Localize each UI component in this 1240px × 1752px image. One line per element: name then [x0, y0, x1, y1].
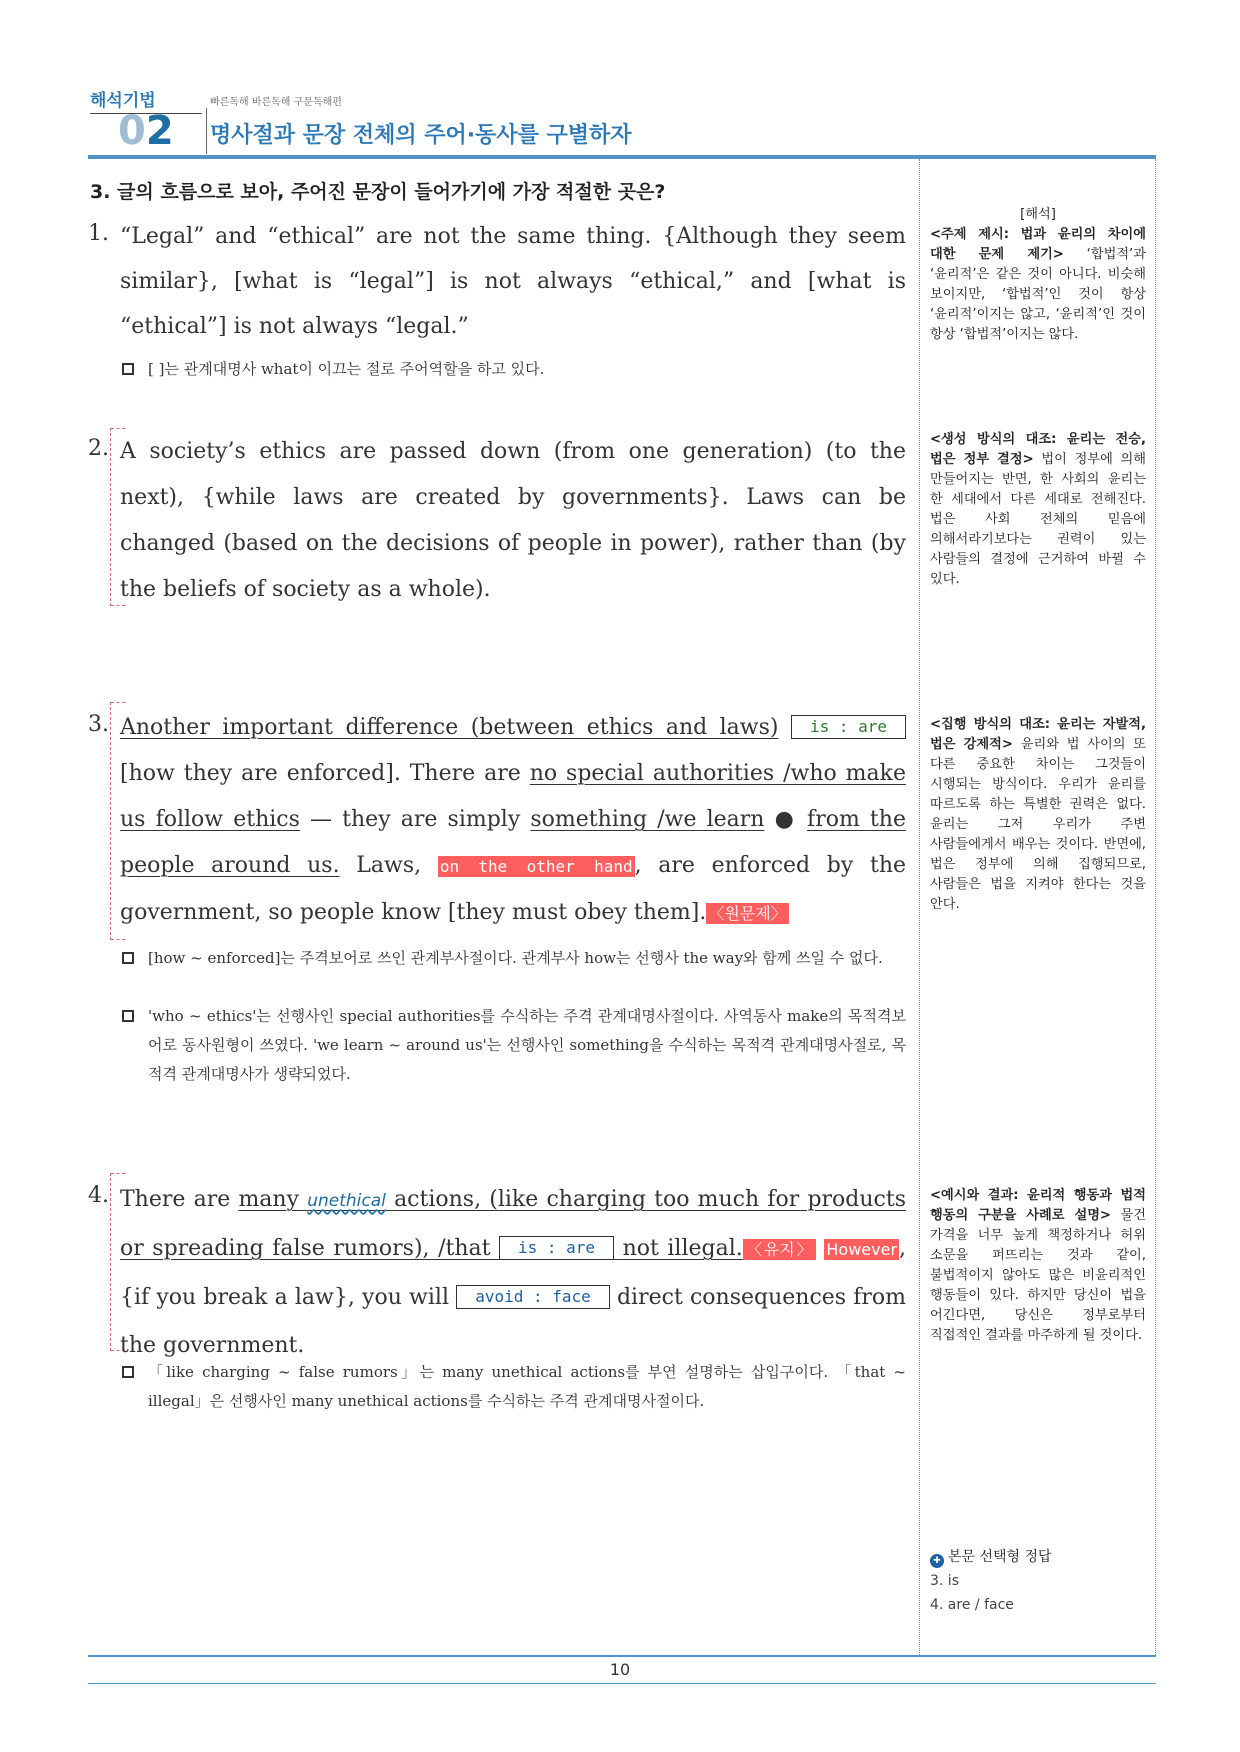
p3-underline-3: something /we learn [530, 807, 765, 832]
p3-source-tag: 〈원문제〉 [708, 904, 787, 923]
checkbox-icon [122, 952, 134, 964]
side-translation-3 [930, 715, 1146, 915]
paragraph-2-number: 2. [88, 436, 109, 461]
side-heading-2: <생성 방식의 대조: 윤리는 전승, 법은 정부 결정> [930, 432, 1146, 467]
answer-box [930, 1545, 1146, 1617]
paragraph-3-number: 3. [88, 712, 109, 737]
note-text: [how ~ enforced]는 주격보어로 쓰인 관계부사절이다. 관계부사 how는 선행사 the way와 함께 쓰일 수 없다. [148, 949, 883, 967]
side-text-2: 법이 정부에 의해 만들어지는 반면, 한 사회의 윤리는 한 세대에서 다른 세대로 전해진다. 법은 사회 전체의 믿음에 의해서라기보다는 권력이 있는 사람들의 결정에 근거하여 바뀔 수 있다. [930, 452, 1146, 587]
p3-choice-box: is : are [791, 715, 906, 739]
p3-underline-2: no special authorities /who make us follow ethics [120, 761, 906, 832]
side-translation-2 [930, 430, 1146, 590]
paragraph-2: A society’s ethics are passed down (from one generation) (to the next), {while laws are created by governments}. Laws can be changed (based on the decisions of people in power), rather than (by the beliefs of society as a whole). [120, 439, 906, 602]
paragraph-1: “Legal” and “ethical” are not the same thing. {Although they seem similar}, [what is “legal”] is not always “ethical,” and [what is “ethical”] is not always “legal.” [120, 224, 906, 339]
checkbox-icon [122, 1366, 134, 1378]
p4-choice-box-1: is : are [499, 1236, 614, 1260]
side-translation-4 [930, 1186, 1146, 1346]
paragraph-3-note-1 [122, 944, 906, 973]
p4-underline-1c: not illegal. [622, 1236, 743, 1261]
paragraph-1-number: 1. [88, 221, 109, 246]
p3-text-3: — they are simply [310, 807, 521, 832]
side-text-3: 윤리와 법 사이의 또 다른 중요한 차이는 그것들이 시행되는 방식이다. 우리가 윤리를 따르도록 하는 특별한 권력은 없다. 윤리는 그저 우리가 주변 사람들에게서 배우는 것이다. 반면에, 법은 정부에 의해 집행되므로, 사람들은 법을 지켜야 한다는 것을 안다. [930, 737, 1146, 912]
footer-rule-top [88, 1655, 1156, 1657]
p4-however-highlight: However [826, 1240, 898, 1259]
p3-highlight: on the other hand [439, 857, 633, 876]
p4-underline-1a: many [238, 1187, 300, 1212]
paragraph-4 [120, 1176, 906, 1370]
p4-text-3: direct consequences from the government. [120, 1285, 907, 1358]
answer-2: 4. are / face [930, 1597, 1014, 1613]
chapter-number-two: 2 [145, 108, 174, 154]
note-text: 'who ~ ethics'는 선행사인 special authorities를 수식하는 주격 관계대명사절이다. 사역동사 make의 목적격보어로 동사원형이 쓰였다. 'we learn ~ around us'는 선행사인 something을 수식하는 목적격 관계대명사절로, 목적격 관계대명사가 생략되었다. [148, 1007, 906, 1083]
header-divider [206, 108, 207, 154]
p4-text-2: , {if you break a law}, you will [120, 1236, 907, 1310]
answer-heading-row [930, 1545, 1146, 1569]
note-text: 「like charging ~ false rumors」는 many unethical actions를 부연 설명하는 삽입구이다. 「that ~ illegal」은 선행사인 many unethical actions를 수식하는 주격 관계대명사절이다. [148, 1363, 906, 1410]
paragraph-4-number: 4. [88, 1183, 109, 1208]
side-text-1: ‘합법적’과 ‘윤리적’은 같은 것이 아니다. 비슷해 보이지만, ‘합법적’인 것이 항상 ‘윤리적’이지는 않고, ‘윤리적’인 것이 항상 ‘합법적’이지는 않다. [930, 247, 1146, 342]
note-text: [ ]는 관계대명사 what이 이끄는 절로 주어역할을 하고 있다. [148, 360, 545, 378]
checkbox-icon [122, 1010, 134, 1022]
p3-text-4: Laws, [356, 853, 422, 878]
page-number: 10 [609, 1660, 631, 1679]
side-title: [해석] [1020, 207, 1056, 222]
side-text-4: 물건 가격을 너무 높게 책정하거나 허위 소문을 퍼뜨리는 것과 같이, 불법적이지 않아도 많은 비윤리적인 행동들이 있다. 하지만 당신이 법을 어긴다면, 당신은 정부로부터 직접적인 결과를 마주하게 될 것이다. [930, 1208, 1146, 1343]
chapter-tag: 해석기법 [90, 86, 202, 114]
p3-text-2: [how they are enforced]. There are [120, 761, 521, 786]
side-heading-4: <예시와 결과: 윤리적 행동과 법적 행동의 구분을 사례로 설명> [930, 1188, 1146, 1223]
chapter-number-zero: 0 [118, 108, 146, 154]
p4-source-tag: 〈유지〉 [744, 1240, 814, 1259]
p3-text-5: , are enforced by the government, so people know [they must obey them]. [120, 853, 907, 925]
question-title: 3. 글의 흐름으로 보아, 주어진 문장이 들어가기에 가장 적절한 곳은? [90, 181, 666, 203]
p4-squiggle-word: unethical [307, 1191, 386, 1211]
side-heading-1: <주제 제시: 법과 윤리의 차이에 대한 문제 제기> [930, 227, 1146, 262]
side-translation-1 [930, 225, 1146, 345]
chapter-number [118, 108, 174, 154]
p3-omission-dot: ● [774, 807, 797, 832]
p3-subject: Another important difference (between ethics and laws) [120, 715, 779, 740]
paragraph-1-note [122, 355, 906, 384]
answer-heading: 본문 선택형 정답 [948, 1549, 1052, 1565]
checkbox-icon [122, 363, 134, 375]
paragraph-4-note [122, 1358, 906, 1416]
p4-text-1: There are [120, 1187, 231, 1212]
series-subtitle: 빠른독해 바른독해 구문독해편 [210, 97, 342, 108]
answer-1: 3. is [930, 1573, 959, 1589]
paragraph-3 [120, 705, 906, 937]
answer-icon: ✚ [930, 1554, 944, 1568]
p4-underline-1b: actions, (like charging too much for products or spreading false rumors), /that [120, 1187, 906, 1261]
side-heading-3: <집행 방식의 대조: 윤리는 자발적, 법은 강제적> [930, 717, 1146, 752]
p3-underline-4: from the people around us. [120, 807, 906, 878]
p4-choice-box-2: avoid : face [456, 1285, 610, 1309]
paragraph-3-note-2 [122, 1002, 906, 1089]
footer-rule-bottom [88, 1683, 1156, 1684]
chapter-title: 명사절과 문장 전체의 주어·동사를 구별하자 [210, 123, 632, 148]
